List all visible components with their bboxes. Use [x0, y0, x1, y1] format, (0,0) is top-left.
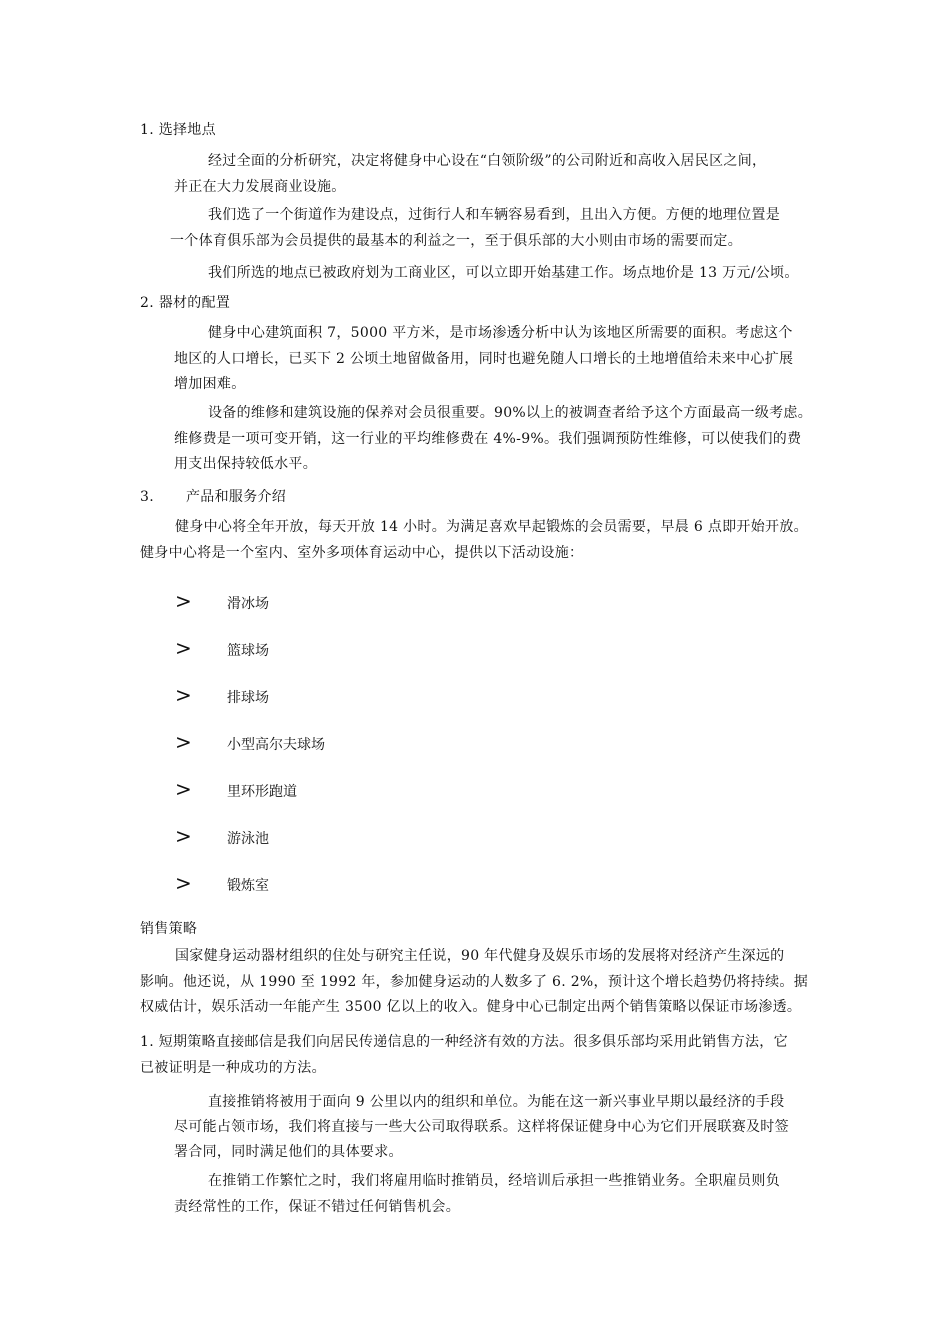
facility-label: 小型高尔夫球场: [227, 737, 325, 753]
bullet-arrow-icon: >: [175, 871, 192, 895]
section-2-para-1-line-3: 增加困难。: [174, 376, 246, 392]
sales-para-1-line-3: 权威估计，娱乐活动一年能产生 3500 亿以上的收入。健身中心已制定出两个销售策略以保证市场渗透。: [140, 999, 802, 1015]
section-1-para-2-line-2: 一个体育俱乐部为会员提供的最基本的利益之一，至于俱乐部的大小则由市场的需要而定。: [170, 233, 742, 249]
sales-para-1-line-2: 影响。他还说，从 1990 至 1992 年，参加健身运动的人数多了 6. 2%，预计这个增长趋势仍将持续。据: [140, 974, 809, 990]
section-2-heading: 2. 器材的配置: [140, 295, 231, 311]
bullet-arrow-icon: >: [175, 636, 192, 660]
sales-para-3-line-3: 署合同，同时满足他们的具体要求。: [174, 1144, 403, 1160]
section-2-para-2-line-1: 设备的维修和建筑设施的保养对会员很重要。90%以上的被调查者给予这个方面最高一级考虑。: [208, 405, 813, 421]
section-2-para-2-line-3: 用支出保持较低水平。: [174, 456, 317, 472]
section-1-para-3-line-1: 我们所选的地点已被政府划为工商业区，可以立即开始基建工作。场点地价是 13 万元/公顷。: [208, 265, 799, 281]
facility-label: 游泳池: [227, 831, 269, 847]
bullet-arrow-icon: >: [175, 777, 192, 801]
section-2-para-1-line-2: 地区的人口增长，已买下 2 公顷土地留做备用，同时也避免随人口增长的土地增值给未来中心扩展: [174, 351, 794, 367]
sales-para-4-line-1: 在推销工作繁忙之时，我们将雇用临时推销员，经培训后承担一些推销业务。全职雇员则负: [208, 1173, 780, 1189]
facility-label: 篮球场: [227, 643, 269, 659]
section-1-para-2-line-1: 我们选了一个街道作为建设点，过街行人和车辆容易看到，且出入方便。方便的地理位置是: [208, 207, 780, 223]
section-1-para-1-line-2: 并正在大力发展商业设施。: [174, 179, 346, 195]
section-1-heading: 1. 选择地点: [140, 122, 216, 138]
sales-heading: 销售策略: [140, 921, 198, 937]
sales-para-2-line-1: 1. 短期策略直接邮信是我们向居民传递信息的一种经济有效的方法。很多俱乐部均采用此销售方法，它: [140, 1034, 788, 1050]
sales-para-3-line-1: 直接推销将被用于面向 9 公里以内的组织和单位。为能在这一新兴事业早期以最经济的手段: [208, 1094, 785, 1110]
facility-label: 锻炼室: [227, 878, 269, 894]
bullet-arrow-icon: >: [175, 589, 192, 613]
section-3-heading: 产品和服务介绍: [186, 489, 287, 505]
section-3-para-1-line-2: 健身中心将是一个室内、室外多项体育运动中心，提供以下活动设施：: [140, 545, 584, 561]
facility-label: 排球场: [227, 690, 269, 706]
facility-label: 里环形跑道: [227, 784, 297, 800]
sales-para-2-line-2: 已被证明是一种成功的方法。: [140, 1060, 326, 1076]
section-2-para-1-line-1: 健身中心建筑面积 7，5000 平方米，是市场渗透分析中认为该地区所需要的面积。考虑这个: [208, 325, 793, 341]
sales-para-4-line-2: 责经常性的工作，保证不错过任何销售机会。: [174, 1199, 460, 1215]
bullet-arrow-icon: >: [175, 730, 192, 754]
section-3-number: 3.: [140, 489, 154, 505]
facility-label: 滑冰场: [227, 596, 269, 612]
sales-para-3-line-2: 尽可能占领市场，我们将直接与一些大公司取得联系。这样将保证健身中心为它们开展联赛及时签: [174, 1119, 789, 1135]
sales-para-1-line-1: 国家健身运动器材组织的住处与研究主任说，90 年代健身及娱乐市场的发展将对经济产生深远的: [175, 948, 785, 964]
bullet-arrow-icon: >: [175, 824, 192, 848]
bullet-arrow-icon: >: [175, 683, 192, 707]
section-1-para-1-line-1: 经过全面的分析研究，决定将健身中心设在“白领阶级”的公司附近和高收入居民区之间，: [208, 153, 767, 169]
section-2-para-2-line-2: 维修费是一项可变开销，这一行业的平均维修费在 4%-9%。我们强调预防性维修，可以使我们的费: [174, 431, 802, 447]
section-3-para-1-line-1: 健身中心将全年开放，每天开放 14 小时。为满足喜欢早起锻炼的会员需要，早晨 6 点即开始开放。: [175, 519, 808, 535]
